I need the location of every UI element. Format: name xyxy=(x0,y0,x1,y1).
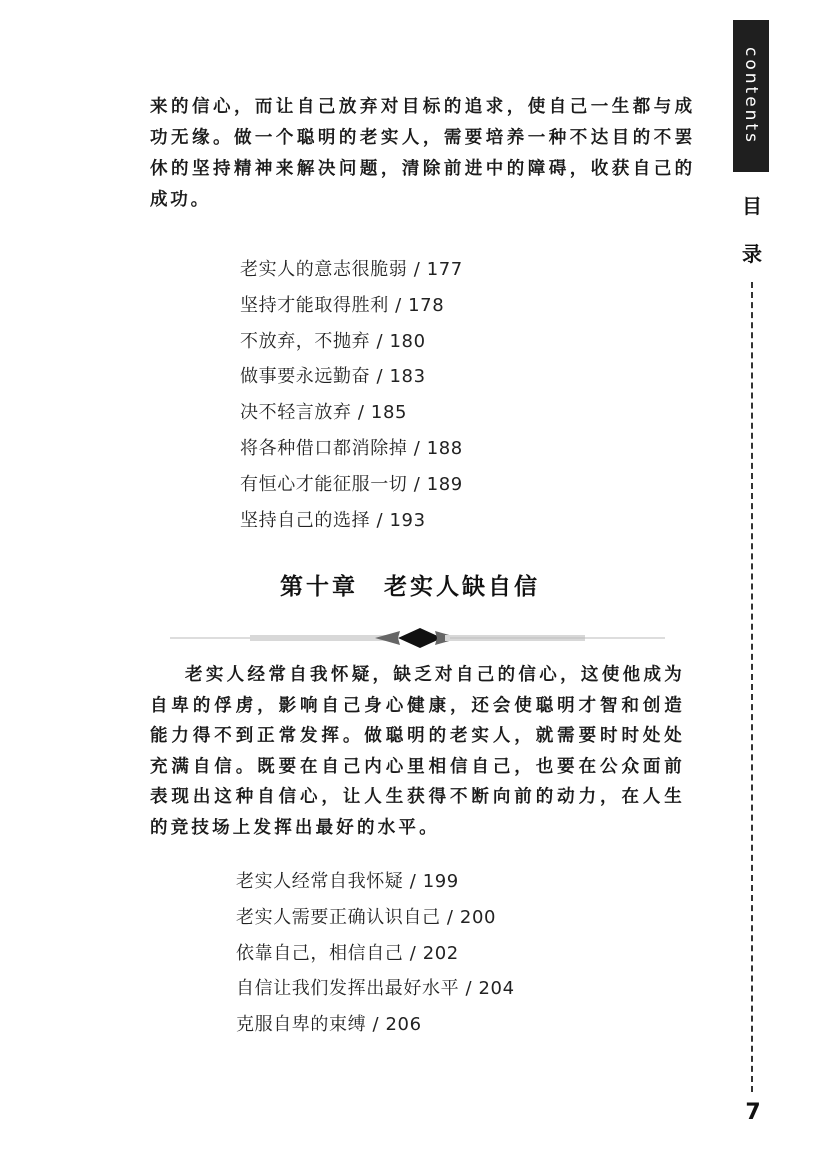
toc-entry[interactable]: 老实人经常自我怀疑 / 199 xyxy=(236,871,459,892)
toc-entry[interactable]: 做事要永远勤奋 / 183 xyxy=(240,366,426,388)
toc-entry[interactable]: 将各种借口都消除掉 / 188 xyxy=(240,437,463,459)
toc-entry[interactable]: 依靠自己，相信自己 / 202 xyxy=(236,942,459,964)
sidebar-title-char-2: 录 xyxy=(742,242,762,266)
sidebar-dashed-divider xyxy=(751,282,753,1092)
sidebar-title-char-1: 目 xyxy=(742,194,762,218)
toc-entry[interactable]: 克服自卑的束缚 / 206 xyxy=(236,1014,422,1036)
contents-tab-label: contents xyxy=(741,47,761,145)
toc-entry[interactable]: 坚持自己的选择 / 193 xyxy=(240,509,426,531)
toc-entry[interactable]: 决不轻言放弃 / 185 xyxy=(240,402,408,424)
chapter-heading[interactable]: 第十章 老实人缺自信 xyxy=(280,574,540,600)
toc-entry[interactable]: 老实人的意志很脆弱 / 177 xyxy=(240,259,463,280)
ornament-divider xyxy=(170,626,665,650)
toc-entry[interactable]: 老实人需要正确认识自己 / 200 xyxy=(236,906,497,928)
toc-entry[interactable]: 坚持才能取得胜利 / 178 xyxy=(240,294,445,316)
section-intro-paragraph: 来的信心，而让自己放弃对目标的追求，使自己一生都与成功无缘。做一个聪明的老实人，需要培养一种不达目的不罢休的坚持精神来解决问题，清除前进中的障碍，收获自己的成功。 xyxy=(150,97,695,210)
toc-entry[interactable]: 自信让我们发挥出最好水平 / 204 xyxy=(236,978,515,1000)
chapter-intro-paragraph: 老实人经常自我怀疑，缺乏对自己的信心，这使他成为自卑的俘虏，影响自己身心健康，还会使聪明才智和创造能力得不到正常发挥。做聪明的老实人，就需要时时处处充满自信。既要在自己内心里相信自己，也要在公众面前表现出这种自信心，让人生获得不断向前的动力，在人生的竞技场上发挥出最好的水平。 xyxy=(150,665,685,838)
toc-list-chapter-10 xyxy=(236,864,515,1043)
toc-entry[interactable]: 不放弃，不抛弃 / 180 xyxy=(240,330,426,352)
page-number: 7 xyxy=(745,1100,761,1125)
contents-tab xyxy=(733,20,769,172)
toc-entry[interactable]: 有恒心才能征服一切 / 189 xyxy=(240,473,463,495)
toc-list-chapter-9 xyxy=(240,252,463,538)
